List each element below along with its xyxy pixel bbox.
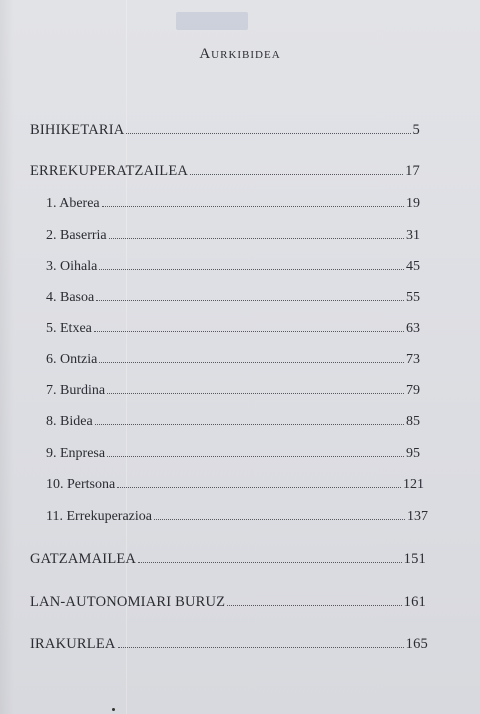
toc-entry-label: 10. Pertsona bbox=[46, 477, 116, 492]
toc-entry-page: 55 bbox=[406, 290, 420, 305]
toc-entry-page: 85 bbox=[406, 414, 420, 429]
toc-entry-baserria bbox=[46, 228, 420, 244]
toc-entry-etxea bbox=[46, 321, 420, 337]
toc-entry-page: 95 bbox=[406, 446, 420, 461]
toc-entry-ontzia bbox=[46, 352, 420, 368]
dot-leader bbox=[99, 269, 404, 270]
dot-leader bbox=[138, 562, 402, 563]
toc-entry-label: 8. Bidea bbox=[46, 414, 93, 429]
dot-leader bbox=[99, 362, 404, 363]
dot-leader bbox=[154, 519, 405, 520]
toc-entry-errekuperazioa bbox=[46, 509, 428, 525]
toc-entry-label: GATZAMAILEA bbox=[30, 551, 137, 567]
library-stamp bbox=[176, 12, 248, 30]
toc-entry-page: 31 bbox=[406, 228, 420, 243]
toc-entry-enpresa bbox=[46, 446, 420, 462]
dot-leader bbox=[96, 300, 404, 301]
toc-entry-aberea bbox=[46, 196, 420, 212]
toc-entry-label: 9. Enpresa bbox=[46, 446, 106, 461]
toc-entry-lan-autonomiari-buruz bbox=[30, 594, 426, 611]
dot-leader bbox=[227, 605, 401, 606]
dot-leader bbox=[117, 487, 401, 488]
toc-entry-page: 79 bbox=[406, 383, 420, 398]
toc-entry-errekuperatzailea bbox=[30, 163, 420, 180]
toc-entry-label: 1. Aberea bbox=[46, 196, 100, 211]
toc-entry-gatzamailea bbox=[30, 551, 426, 568]
page-title: Aurkibidea bbox=[199, 46, 281, 62]
toc-entry-bihiketaria bbox=[30, 122, 420, 139]
print-speck bbox=[112, 708, 115, 711]
toc-entry-page: 151 bbox=[403, 551, 426, 567]
toc-entry-page: 19 bbox=[406, 196, 420, 211]
toc-entry-basoa bbox=[46, 290, 420, 306]
dot-leader bbox=[190, 174, 403, 175]
dot-leader bbox=[126, 133, 410, 134]
toc-entry-burdina bbox=[46, 383, 420, 399]
toc-entry-label: BIHIKETARIA bbox=[30, 122, 125, 138]
toc-entry-oihala bbox=[46, 259, 420, 275]
toc-entry-page: 161 bbox=[403, 594, 426, 610]
dot-leader bbox=[94, 331, 404, 332]
dot-leader bbox=[107, 456, 404, 457]
toc-entry-page: 165 bbox=[405, 636, 428, 652]
toc-entry-bidea bbox=[46, 414, 420, 430]
toc-entry-label: 11. Errekuperazioa bbox=[46, 509, 152, 524]
toc-entry-label: LAN-AUTONOMIARI BURUZ bbox=[30, 594, 226, 610]
toc-entry-label: 7. Burdina bbox=[46, 383, 106, 398]
dot-leader bbox=[95, 424, 404, 425]
toc-entry-page: 17 bbox=[405, 163, 420, 179]
toc-entry-page: 137 bbox=[407, 509, 428, 524]
toc-entry-label: 3. Oihala bbox=[46, 259, 98, 274]
toc-entry-page: 45 bbox=[406, 259, 420, 274]
dot-leader bbox=[118, 647, 404, 648]
dot-leader bbox=[107, 393, 404, 394]
toc-entry-label: 2. Baserria bbox=[46, 228, 107, 243]
toc-entry-label: 4. Basoa bbox=[46, 290, 95, 305]
toc-entry-label: 5. Etxea bbox=[46, 321, 92, 336]
toc-entry-label: IRAKURLEA bbox=[30, 636, 116, 652]
toc-entry-page: 5 bbox=[412, 122, 420, 138]
toc-entry-label: 6. Ontzia bbox=[46, 352, 98, 367]
toc-entry-page: 73 bbox=[406, 352, 420, 367]
toc-entry-page: 63 bbox=[406, 321, 420, 336]
page-edge-shadow bbox=[0, 0, 14, 714]
toc-entry-page: 121 bbox=[403, 477, 424, 492]
toc-entry-pertsona bbox=[46, 477, 424, 493]
toc-entry-irakurlea bbox=[30, 636, 428, 653]
toc-entry-label: ERREKUPERATZAILEA bbox=[30, 163, 189, 179]
dot-leader bbox=[109, 238, 404, 239]
dot-leader bbox=[102, 206, 404, 207]
